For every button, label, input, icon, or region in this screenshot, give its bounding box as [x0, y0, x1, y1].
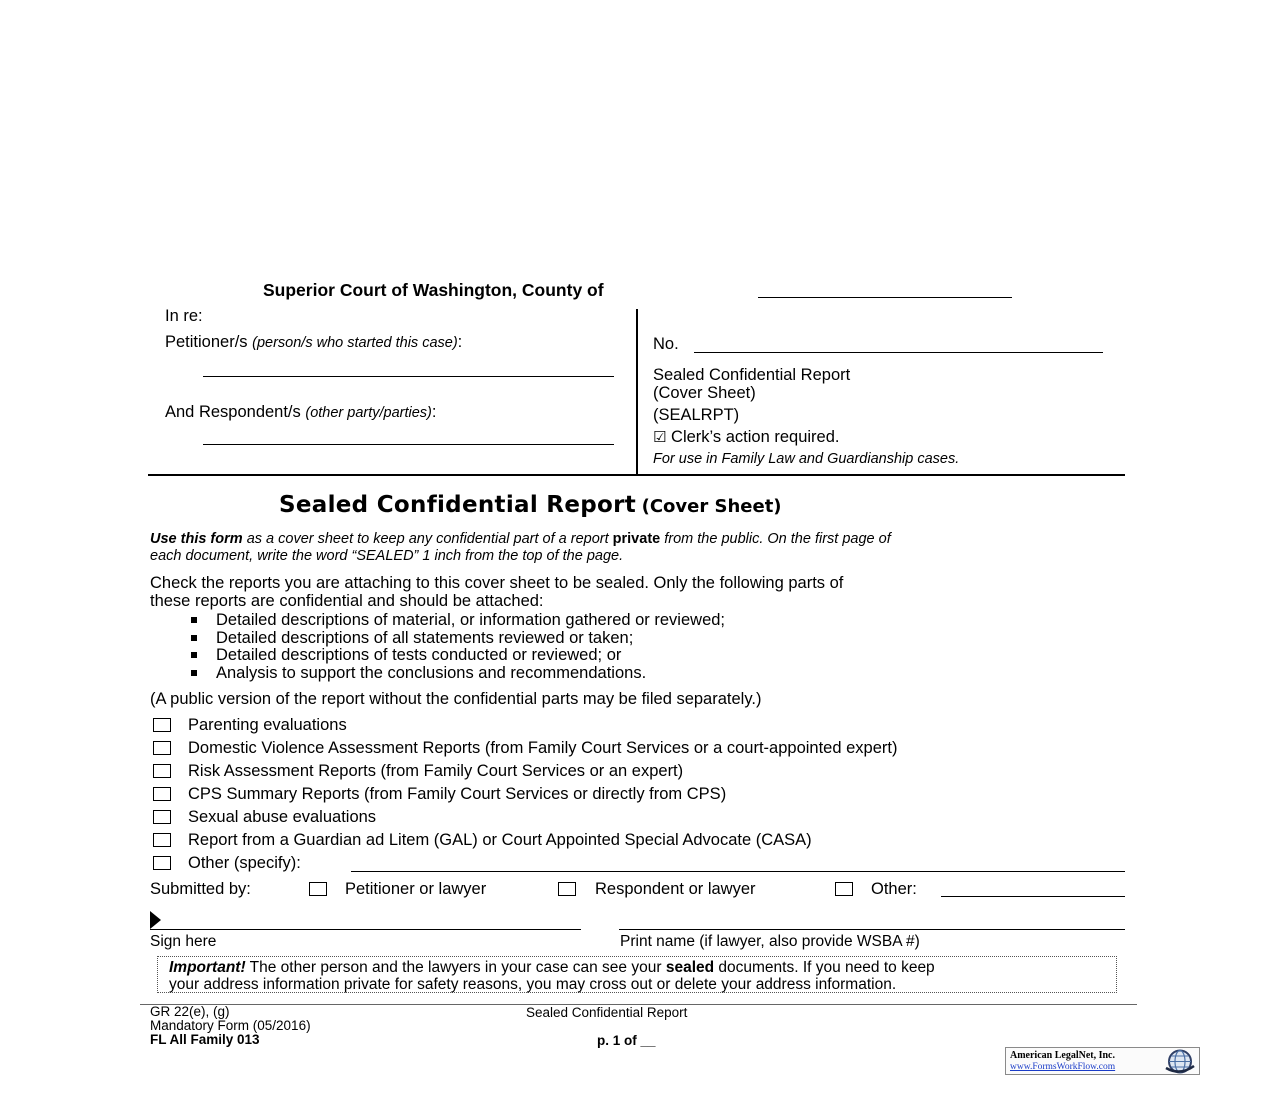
form-title-line2: (Cover Sheet) — [653, 384, 756, 402]
dv-assessment-checkbox[interactable] — [153, 741, 171, 755]
court-header-text: Superior Court of Washington, County of — [263, 280, 604, 300]
globe-icon — [1163, 1049, 1197, 1074]
other-report-checkbox[interactable] — [153, 856, 171, 870]
bullet-item: Detailed descriptions of tests conducted or reviewed; or — [216, 646, 622, 664]
footer-center-title: Sealed Confidential Report — [526, 1005, 688, 1020]
respondent-label: And Respondent/s (other party/parties): — [165, 403, 437, 421]
submitted-petitioner-label: Petitioner or lawyer — [345, 880, 487, 898]
case-no-label: No. — [653, 335, 679, 353]
important-notice: Important! The other person and the lawyers in your case can see your sealed documents. If you need to keep your address information private for safety reasons, you may cross out or delete your address information. — [157, 956, 1117, 993]
submitted-respondent-checkbox[interactable] — [558, 882, 576, 896]
vendor-badge[interactable] — [1005, 1047, 1200, 1075]
county-field[interactable] — [758, 280, 1012, 298]
footer-page-number: p. 1 of __ — [597, 1033, 656, 1048]
clerk-action: ☑ Clerk’s action required. — [653, 428, 840, 446]
option-label: Risk Assessment Reports (from Family Court Services or an expert) — [188, 762, 684, 780]
submitted-other-field[interactable] — [941, 880, 1125, 897]
bullet-icon — [191, 670, 197, 676]
submitted-other-checkbox[interactable] — [835, 882, 853, 896]
other-specify-field[interactable] — [351, 855, 1125, 872]
option-label: CPS Summary Reports (from Family Court Services or directly from CPS) — [188, 785, 727, 803]
submitted-respondent-label: Respondent or lawyer — [595, 880, 756, 898]
bullet-icon — [191, 635, 197, 641]
instructions: Check the reports you are attaching to this cover sheet to be sealed. Only the following parts of these reports are confidential and should be attached: — [150, 574, 844, 610]
risk-assessment-checkbox[interactable] — [153, 764, 171, 778]
parenting-evaluations-checkbox[interactable] — [153, 718, 171, 732]
bullet-item: Analysis to support the conclusions and recommendations. — [216, 664, 647, 682]
court-header — [263, 280, 604, 301]
submitted-petitioner-checkbox[interactable] — [309, 882, 327, 896]
option-label: Parenting evaluations — [188, 716, 347, 734]
form-title-line1: Sealed Confidential Report — [653, 366, 851, 384]
petitioner-label: Petitioner/s (person/s who started this case): — [165, 333, 463, 351]
gal-casa-checkbox[interactable] — [153, 833, 171, 847]
checked-box-icon: ☑ — [653, 428, 667, 446]
form-code: (SEALRPT) — [653, 406, 740, 424]
sign-here-label: Sign here — [150, 933, 217, 950]
caption-bottom-rule — [148, 474, 1125, 476]
intro-text: Use this form as a cover sheet to keep any confidential part of a report private from the public. On the first page of each document, write the word “SEALED” 1 inch from the top of the page. — [150, 531, 891, 564]
vendor-url[interactable]: www.FormsWorkFlow.com — [1010, 1062, 1116, 1072]
vendor-name: American LegalNet, Inc. — [1010, 1050, 1115, 1061]
sexual-abuse-checkbox[interactable] — [153, 810, 171, 824]
print-name-field[interactable] — [619, 913, 1125, 930]
petitioner-name-field[interactable] — [203, 360, 614, 377]
submitted-by-label: Submitted by: — [150, 880, 251, 898]
use-note: For use in Family Law and Guardianship cases. — [653, 451, 960, 467]
print-name-label: Print name (if lawyer, also provide WSBA #) — [620, 933, 920, 950]
in-re-label: In re: — [165, 307, 203, 325]
bullet-icon — [191, 652, 197, 658]
caption-divider — [636, 309, 638, 475]
case-no-field[interactable] — [694, 335, 1103, 353]
public-version-note: (A public version of the report without the confidential parts may be filed separately.) — [150, 690, 762, 708]
option-label: Domestic Violence Assessment Reports (from Family Court Services or a court-appointed expert) — [188, 739, 898, 757]
footer-left: GR 22(e), (g) Mandatory Form (05/2016) FL All Family 013 — [150, 1004, 311, 1047]
option-label: Report from a Guardian ad Litem (GAL) or Court Appointed Special Advocate (CASA) — [188, 831, 812, 849]
bullet-item: Detailed descriptions of all statements reviewed or taken; — [216, 629, 634, 647]
page-title: Sealed Confidential Report (Cover Sheet) — [279, 492, 782, 518]
option-label: Sexual abuse evaluations — [188, 808, 377, 826]
cps-summary-checkbox[interactable] — [153, 787, 171, 801]
bullet-item: Detailed descriptions of material, or information gathered or reviewed; — [216, 611, 726, 629]
submitted-other-label: Other: — [871, 880, 917, 898]
bullet-icon — [191, 617, 197, 623]
respondent-name-field[interactable] — [203, 428, 614, 445]
signature-field[interactable] — [150, 913, 581, 930]
option-label: Other (specify): — [188, 854, 301, 872]
